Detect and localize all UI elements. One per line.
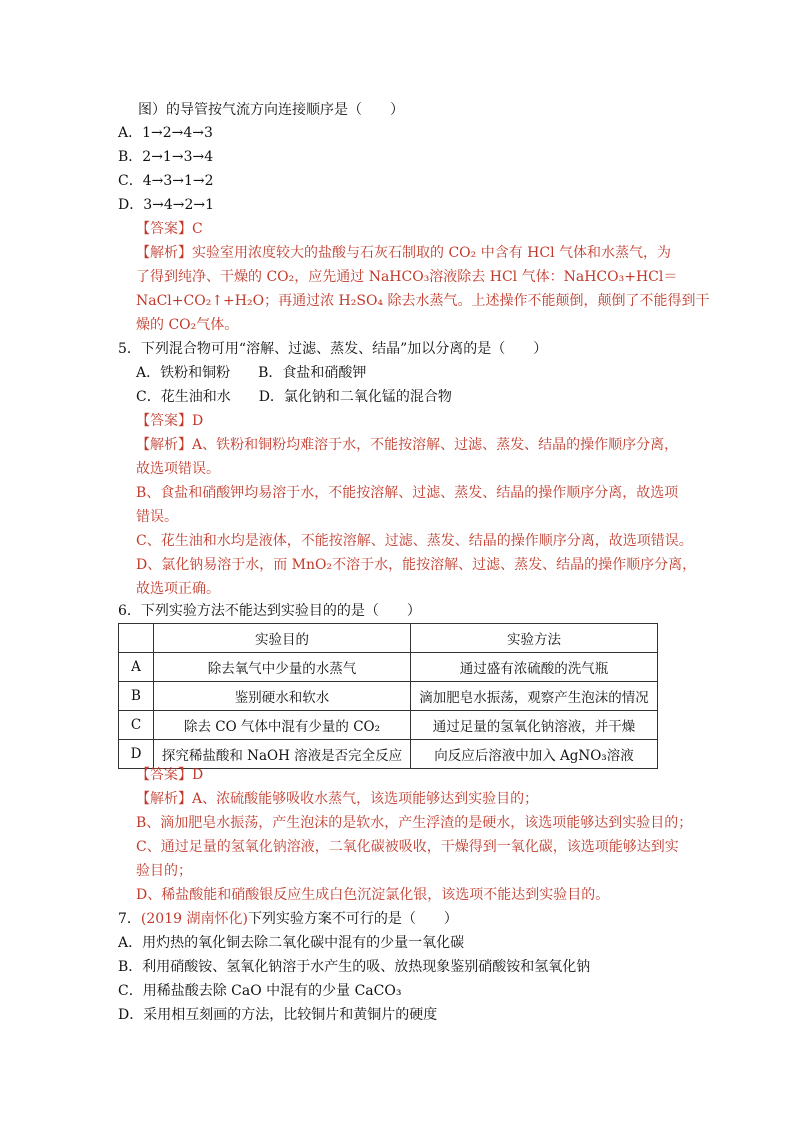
q6-table xyxy=(118,623,658,769)
q4-option-a: A．1→2→4→3 xyxy=(118,125,213,141)
table-cell: 除去 CO 气体中混有少量的 CO₂ xyxy=(154,711,411,740)
q6-analysis-line: B、滴加肥皂水振荡，产生泡沫的是软水，产生浮渣的是硬水，该选项能够达到实验目的； xyxy=(136,815,693,831)
table-header-cell: 实验方法 xyxy=(411,624,658,653)
q7-option-b: B．利用硝酸铵、氢氧化钠溶于水产生的吸、放热现象鉴别硝酸铵和氢氧化钠 xyxy=(118,959,591,975)
q7-source: (2019 湖南怀化) xyxy=(140,911,248,927)
q7-option-c: C．用稀盐酸去除 CaO 中混有的少量 CaCO₃ xyxy=(118,983,402,999)
q7-option-a: A．用灼热的氧化铜去除二氧化碳中混有的少量一氧化碳 xyxy=(118,935,465,951)
q5-analysis-line: 【解析】A、铁粉和铜粉均难溶于水，不能按溶解、过滤、蒸发、结晶的操作顺序分离， xyxy=(136,437,679,453)
table-cell: 向反应后溶液中加入 AgNO₃溶液 xyxy=(411,740,658,769)
q4-analysis-line: NaCl+CO₂↑+H₂O；再通过浓 H₂SO₄ 除去水蒸气。上述操作不能颠倒，颠倒了不能得到干 xyxy=(136,293,710,309)
q5-options-row2: C．花生油和水 D．氯化钠和二氧化锰的混合物 xyxy=(136,389,452,405)
q4-analysis-line: 了得到纯净、干燥的 CO₂，应先通过 NaHCO₃溶液除去 HCl 气体：NaHCO₃+HCl＝ xyxy=(136,269,678,285)
q5-analysis-line: D、氯化钠易溶于水，而 MnO₂不溶于水，能按溶解、过滤、蒸发、结晶的操作顺序分离， xyxy=(136,557,697,573)
q4-analysis-line: 燥的 CO₂气体。 xyxy=(136,317,239,333)
q5-analysis-line: 故选项正确。 xyxy=(136,581,220,597)
table-cell: 除去氧气中少量的水蒸气 xyxy=(154,653,411,682)
q7-stem xyxy=(118,909,458,929)
q7-stem-text: 下列实验方案不可行的是（ ） xyxy=(247,911,458,927)
q4-option-b: B．2→1→3→4 xyxy=(118,149,214,165)
q7-number: 7． xyxy=(118,911,141,927)
q6-stem: 6．下列实验方法不能达到实验目的的是（ ） xyxy=(118,603,421,619)
table-cell: D xyxy=(119,740,154,769)
q4-stem-tail: 图）的导管按气流方向连接顺序是（ ） xyxy=(138,102,404,118)
table-header-cell: 实验目的 xyxy=(154,624,411,653)
q5-analysis-line: B、食盐和硝酸钾均易溶于水，不能按溶解、过滤、蒸发、结晶的操作顺序分离，故选项 xyxy=(136,485,679,501)
table-header-cell xyxy=(119,624,154,653)
table-cell: C xyxy=(119,711,154,740)
q4-analysis-line: 【解析】实验室用浓度较大的盐酸与石灰石制取的 CO₂ 中含有 HCl 气体和水蒸气，为 xyxy=(136,245,671,261)
q5-options-row1: A．铁粉和铜粉 B．食盐和硝酸钾 xyxy=(136,365,367,381)
q5-stem: 5．下列混合物可用“溶解、过滤、蒸发、结晶”加以分离的是（ ） xyxy=(118,341,548,357)
table-header-row xyxy=(119,624,658,653)
q7-option-d: D．采用相互刻画的方法，比较铜片和黄铜片的硬度 xyxy=(118,1007,438,1023)
q6-analysis-line: D、稀盐酸能和硝酸银反应生成白色沉淀氯化银，该选项不能达到实验目的。 xyxy=(136,887,610,903)
q6-analysis-line: C、通过足量的氢氧化钠溶液，二氧化碳被吸收，干燥得到一氧化碳，该选项能够达到实 xyxy=(136,839,679,855)
table-row xyxy=(119,682,658,711)
table-row xyxy=(119,653,658,682)
q4-option-d: D．3→4→2→1 xyxy=(118,197,215,213)
q6-analysis-line: 验目的； xyxy=(136,863,192,879)
q5-analysis-line: C、花生油和水均是液体，不能按溶解、过滤、蒸发、结晶的操作顺序分离，故选项错误。 xyxy=(136,533,693,549)
q5-answer: 【答案】D xyxy=(136,413,204,429)
table-cell: B xyxy=(119,682,154,711)
table-cell: 探究稀盐酸和 NaOH 溶液是否完全反应 xyxy=(154,740,411,769)
table-cell: 通过足量的氢氧化钠溶液，并干燥 xyxy=(411,711,658,740)
table-cell: 通过盛有浓硫酸的洗气瓶 xyxy=(411,653,658,682)
q5-analysis-line: 错误。 xyxy=(136,509,178,525)
q6-answer: 【答案】D xyxy=(136,767,204,783)
table-cell: 滴加肥皂水振荡，观察产生泡沫的情况 xyxy=(411,682,658,711)
table-row xyxy=(119,711,658,740)
table-cell: A xyxy=(119,653,154,682)
q4-answer: 【答案】C xyxy=(136,221,203,237)
q6-analysis-line: 【解析】A、浓硫酸能够吸收水蒸气，该选项能够达到实验目的； xyxy=(136,791,539,807)
q5-analysis-line: 故选项错误。 xyxy=(136,461,220,477)
q4-option-c: C．4→3→1→2 xyxy=(118,173,214,189)
table-cell: 鉴别硬水和软水 xyxy=(154,682,411,711)
